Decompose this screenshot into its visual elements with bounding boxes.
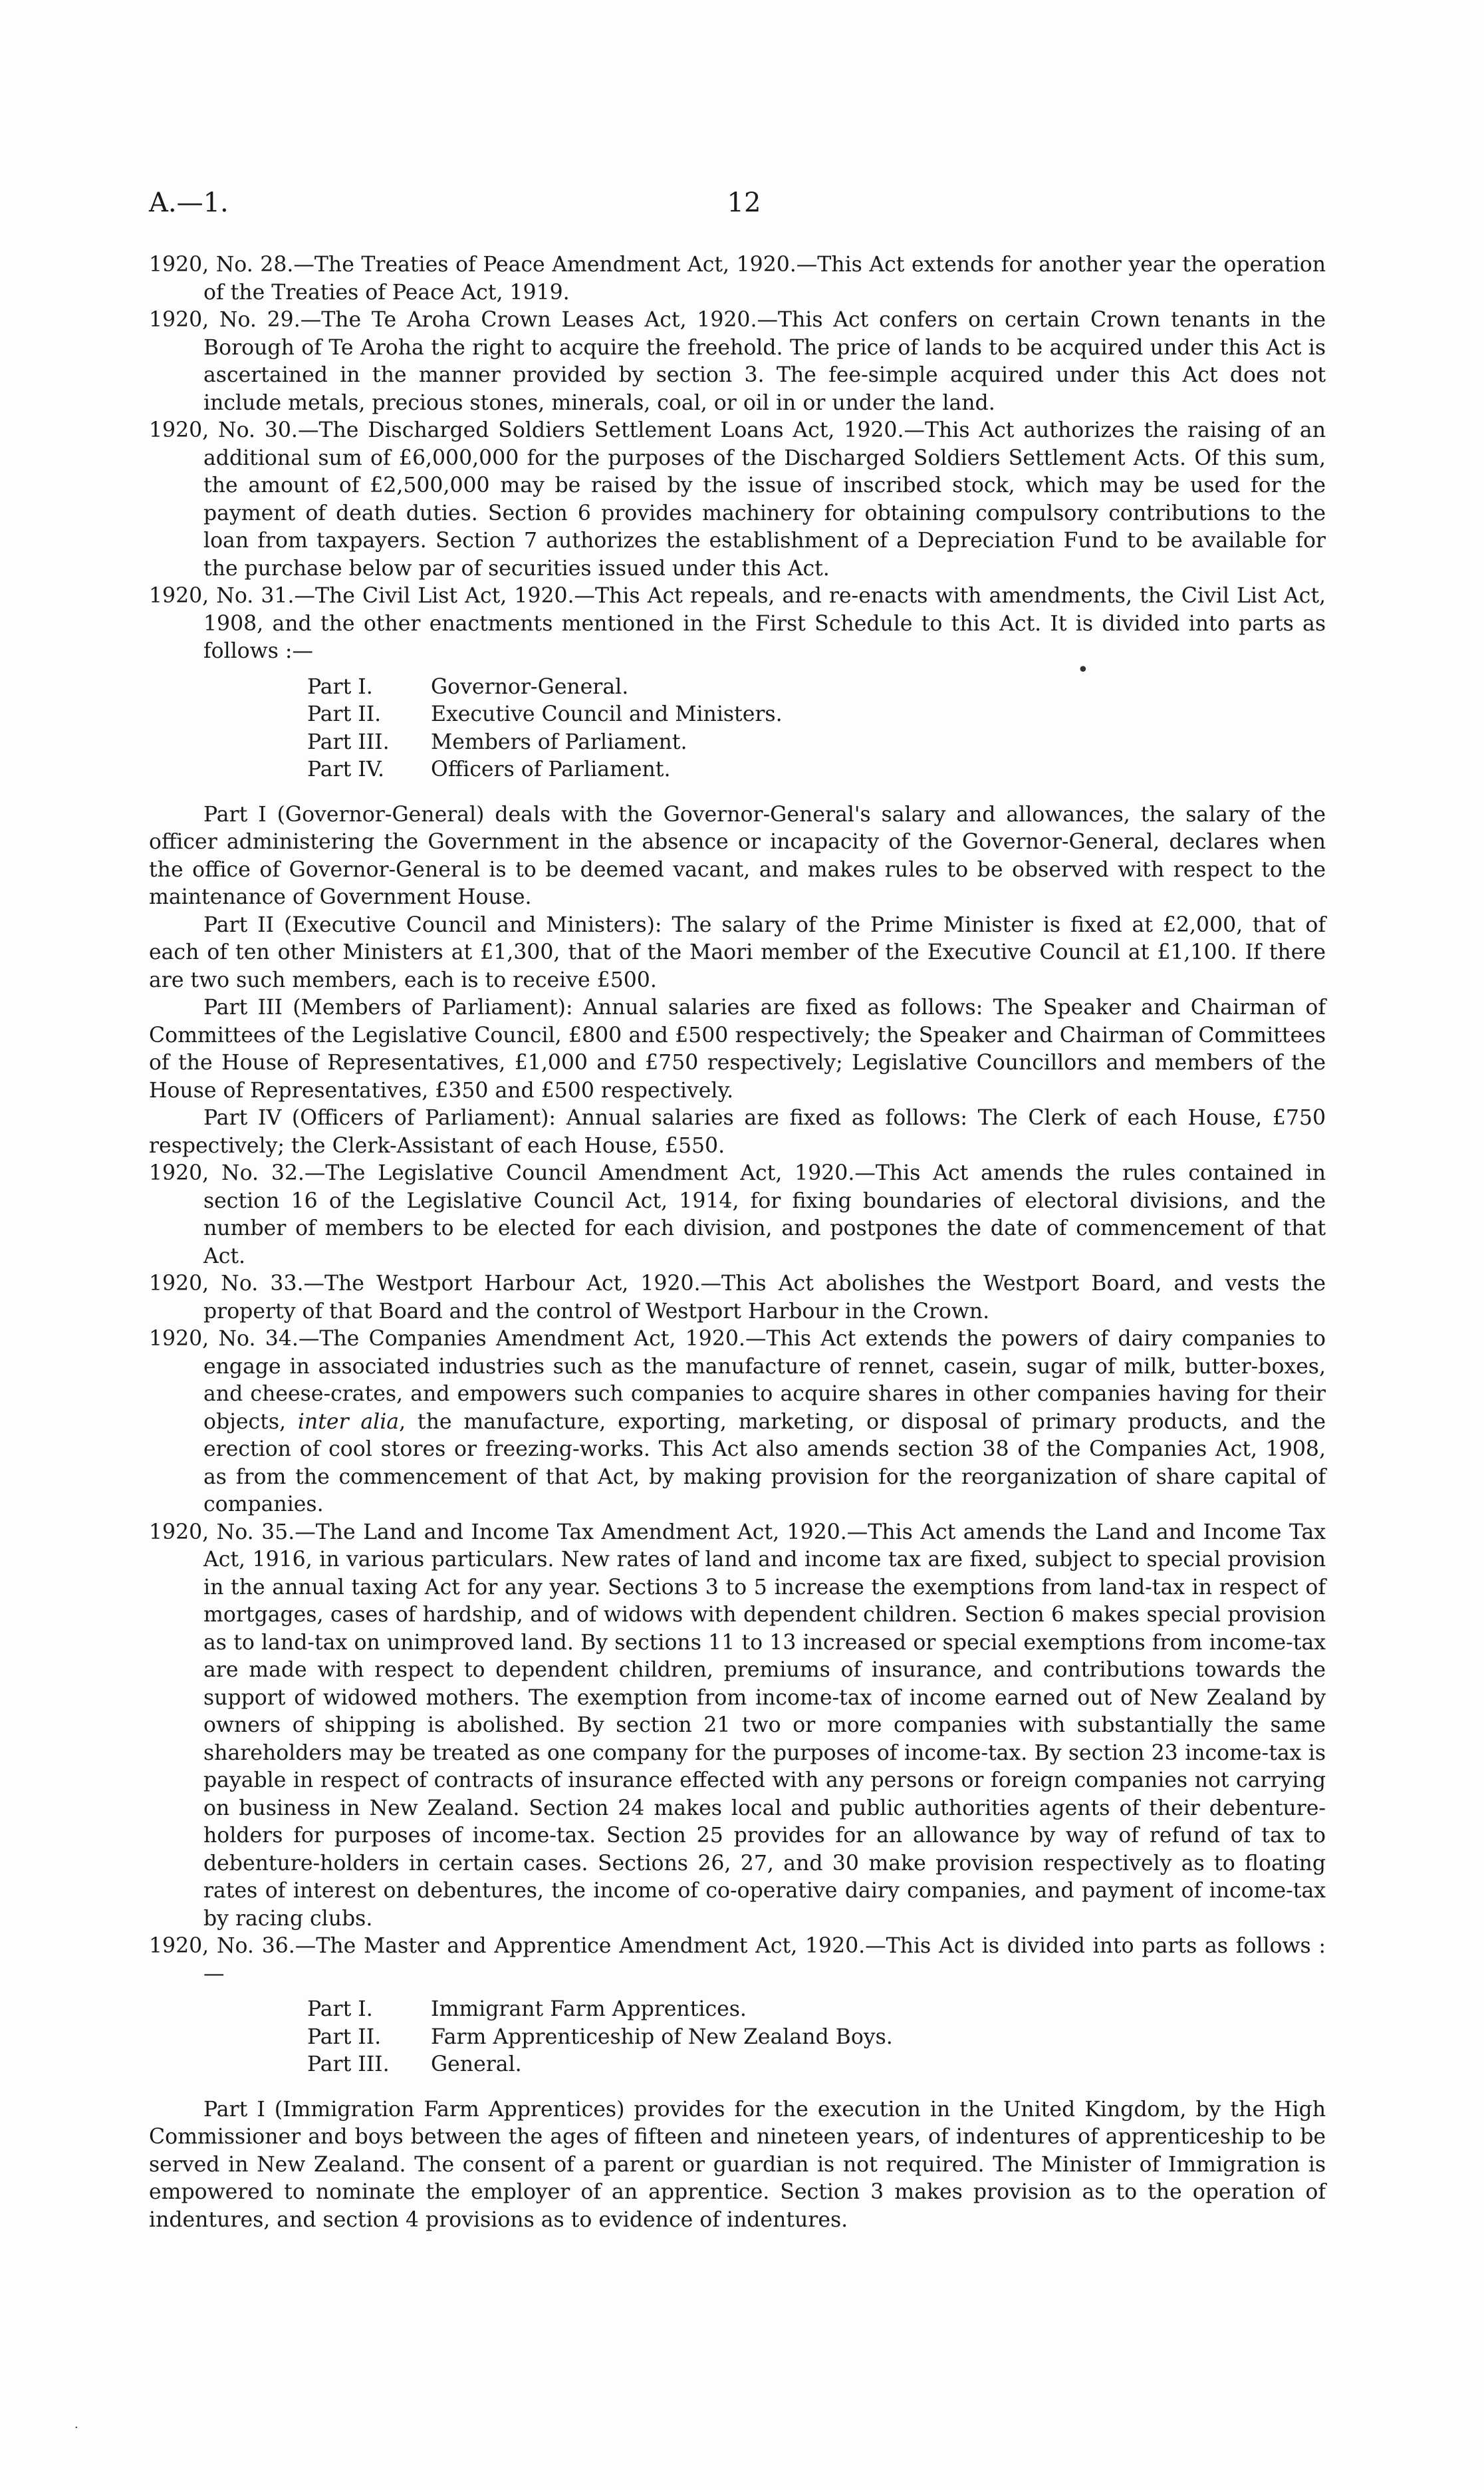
act-entry-35: 1920, No. 35.—The Land and Income Tax Amendment Act, 1920.—This Act amends the Land and Income Tax Act, 1916, in various particulars. New rates of land and income tax are fixed, subject to special provision in the annual taxing Act for any year. Sections 3 to 5 increase the exemptions from land-tax in respect of mortgages, cases of hardship, and of widows with dependent children. Section 6 makes special provision as to land-tax on unimproved land. By sections 11 to 13 increased or special exemptions from income-tax are made with respect to dependent children, premiums of insurance, and contributions towards the support of widowed mothers. The exemption from income-tax of income earned out of New Zealand by owners of shipping is abolished. By section 21 two or more companies with substantially the same shareholders may be treated as one company for the purposes of income-tax. By section 23 income-tax is payable in respect of contracts of insurance effected with any persons or foreign companies not carrying on business in New Zealand. Section 24 makes local and public authorities agents of their debenture-holders for purposes of income-tax. Section 25 provides for an allowance by way of refund of tax to debenture-holders in certain cases. Sections 26, 27, and 30 make provision respectively as to floating rates of interest on debentures, the income of co-operative dairy companies, and payment of income-tax by racing clubs. bbox=[149, 1520, 1326, 1931]
report-reference: A.—1. bbox=[149, 188, 229, 218]
part-number: Part III. bbox=[307, 730, 390, 754]
part-number: Part III. bbox=[307, 2052, 390, 2076]
act-entry-28: 1920, No. 28.—The Treaties of Peace Amendment Act, 1920.—This Act extends for another year the operation of the Treaties of Peace Act, 1919. bbox=[149, 253, 1326, 305]
parts-list-item bbox=[307, 701, 1326, 729]
part-number: Part IV. bbox=[307, 758, 384, 781]
part-number: Part II. bbox=[307, 702, 382, 726]
civil-list-part-1-paragraph: Part I (Governor-General) deals with the Governor-General's salary and allowances, the salary of the officer administering the Government in the absence or incapacity of the Governor-General, declares when the office of Governor-General is to be deemed vacant, and makes rules to be observed with respect to the maintenance of Government House. bbox=[149, 802, 1326, 909]
part-title: Immigrant Farm Apprentices. bbox=[431, 1997, 747, 2021]
parts-list-item bbox=[307, 2024, 1326, 2052]
civil-list-part-4-paragraph: Part IV (Officers of Parliament): Annual salaries are fixed as follows: The Clerk of each House, £750 respectively; the Clerk-Assistant of each House, £550. bbox=[149, 1106, 1326, 1158]
part-title: General. bbox=[431, 2052, 522, 2076]
act-entry-36: 1920, No. 36.—The Master and Apprentice Amendment Act, 1920.—This Act is divided into parts as follows :— bbox=[149, 1934, 1326, 1986]
part-title: Officers of Parliament. bbox=[431, 758, 671, 781]
part-title: Members of Parliament. bbox=[431, 730, 687, 754]
parts-list-item bbox=[307, 674, 1326, 702]
entry-text: 1920, No. 34.—The Companies Amendment Act, 1920.—This Act extends the powers of dairy companies to engage in associated industries such as the manufacture of rennet, casein, sugar of milk, butter-boxes, and cheese-crates, and empowers such companies to acquire shares in other companies having for their objects, bbox=[149, 1327, 1326, 1434]
part-title: Executive Council and Ministers. bbox=[431, 702, 783, 726]
speck-mark: • bbox=[1077, 658, 1089, 682]
act-entry-34 bbox=[149, 1325, 1326, 1519]
civil-list-part-2-paragraph: Part II (Executive Council and Ministers): The salary of the Prime Minister is fixed at £2,000, that of each of ten other Ministers at £1,300, that of the Maori member of the Executive Council at £1,100. If there are two such members, each is to receive £500. bbox=[149, 912, 1326, 992]
parts-list-item bbox=[307, 756, 1326, 784]
act-entry-29: 1920, No. 29.—The Te Aroha Crown Leases Act, 1920.—This Act confers on certain Crown tenants in the Borough of Te Aroha the right to acquire the freehold. The price of lands to be acquired under this Act is ascertained in the manner provided by section 3. The fee-simple acquired under this Act does not include metals, precious stones, minerals, coal, or oil in or under the land. bbox=[149, 308, 1326, 415]
parts-list-item bbox=[307, 1996, 1326, 2024]
act-entry-32: 1920, No. 32.—The Legislative Council Amendment Act, 1920.—This Act amends the rules contained in section 16 of the Legislative Council Act, 1914, for fixing boundaries of electoral divisions, and the number of members to be elected for each division, and postpones the date of commencement of that Act. bbox=[149, 1161, 1326, 1268]
apprentice-part-1-paragraph: Part I (Immigration Farm Apprentices) provides for the execution in the United Kingdom, by the High Commissioner and boys between the ages of fifteen and nineteen years, of indentures of apprenticeship to be served in New Zealand. The consent of a parent or guardian is not required. The Minister of Immigration is empowered to nominate the employer of an apprentice. Section 3 makes provision as to the operation of indentures, and section 4 provisions as to evidence of indentures. bbox=[149, 2097, 1326, 2232]
civil-list-parts-list bbox=[307, 674, 1326, 784]
part-number: Part I. bbox=[307, 674, 373, 699]
part-number: Part II. bbox=[307, 2024, 382, 2049]
document-body bbox=[149, 251, 1326, 2234]
page-header bbox=[149, 188, 1326, 227]
civil-list-part-3-paragraph: Part III (Members of Parliament): Annual salaries are fixed as follows: The Speaker and Chairman of Committees of the Legislative Council, £800 and £500 respectively; the Speaker and Chairman of Committees of the House of Representatives, £1,000 and £750 respectively; Legislative Councillors and members of the House of Representatives, £350 and £500 respectively. bbox=[149, 996, 1326, 1103]
part-title: Governor-General. bbox=[431, 674, 629, 699]
entry-text: , the manufacture, exporting, marketing, or disposal of primary products, and the erection of cool stores or freezing-works. This Act also amends section 38 of the Companies Act, 1908, as from the commencement of that Act, by making provision for the reorganization of share capital of companies. bbox=[203, 1409, 1326, 1516]
parts-list-item bbox=[307, 729, 1326, 757]
part-title: Farm Apprenticeship of New Zealand Boys. bbox=[431, 2024, 893, 2049]
act-entry-31: 1920, No. 31.—The Civil List Act, 1920.—This Act repeals, and re-enacts with amendments, the Civil List Act, 1908, and the other enactments mentioned in the First Schedule to this Act. It is divided into parts as follows :— bbox=[149, 584, 1326, 663]
act-entry-33: 1920, No. 33.—The Westport Harbour Act, 1920.—This Act abolishes the Westport Board, and vests the property of that Board and the control of Westport Harbour in the Crown. bbox=[149, 1272, 1326, 1323]
parts-list-item bbox=[307, 2051, 1326, 2079]
part-number: Part I. bbox=[307, 1997, 373, 2021]
italic-phrase: inter alia bbox=[297, 1409, 400, 1434]
speck-mark: · bbox=[74, 2421, 78, 2435]
apprentice-parts-list bbox=[307, 1996, 1326, 2079]
act-entry-30: 1920, No. 30.—The Discharged Soldiers Settlement Loans Act, 1920.—This Act authorizes the raising of an additional sum of £6,000,000 for the purposes of the Discharged Soldiers Settlement Acts. Of this sum, the amount of £2,500,000 may be raised by the issue of inscribed stock, which may be used for the payment of death duties. Section 6 provides machinery for obtaining compulsory contributions to the loan from taxpayers. Section 7 authorizes the establishment of a Depreciation Fund to be available for the purchase below par of securities issued under this Act. bbox=[149, 418, 1326, 581]
page-number: 12 bbox=[727, 188, 761, 218]
